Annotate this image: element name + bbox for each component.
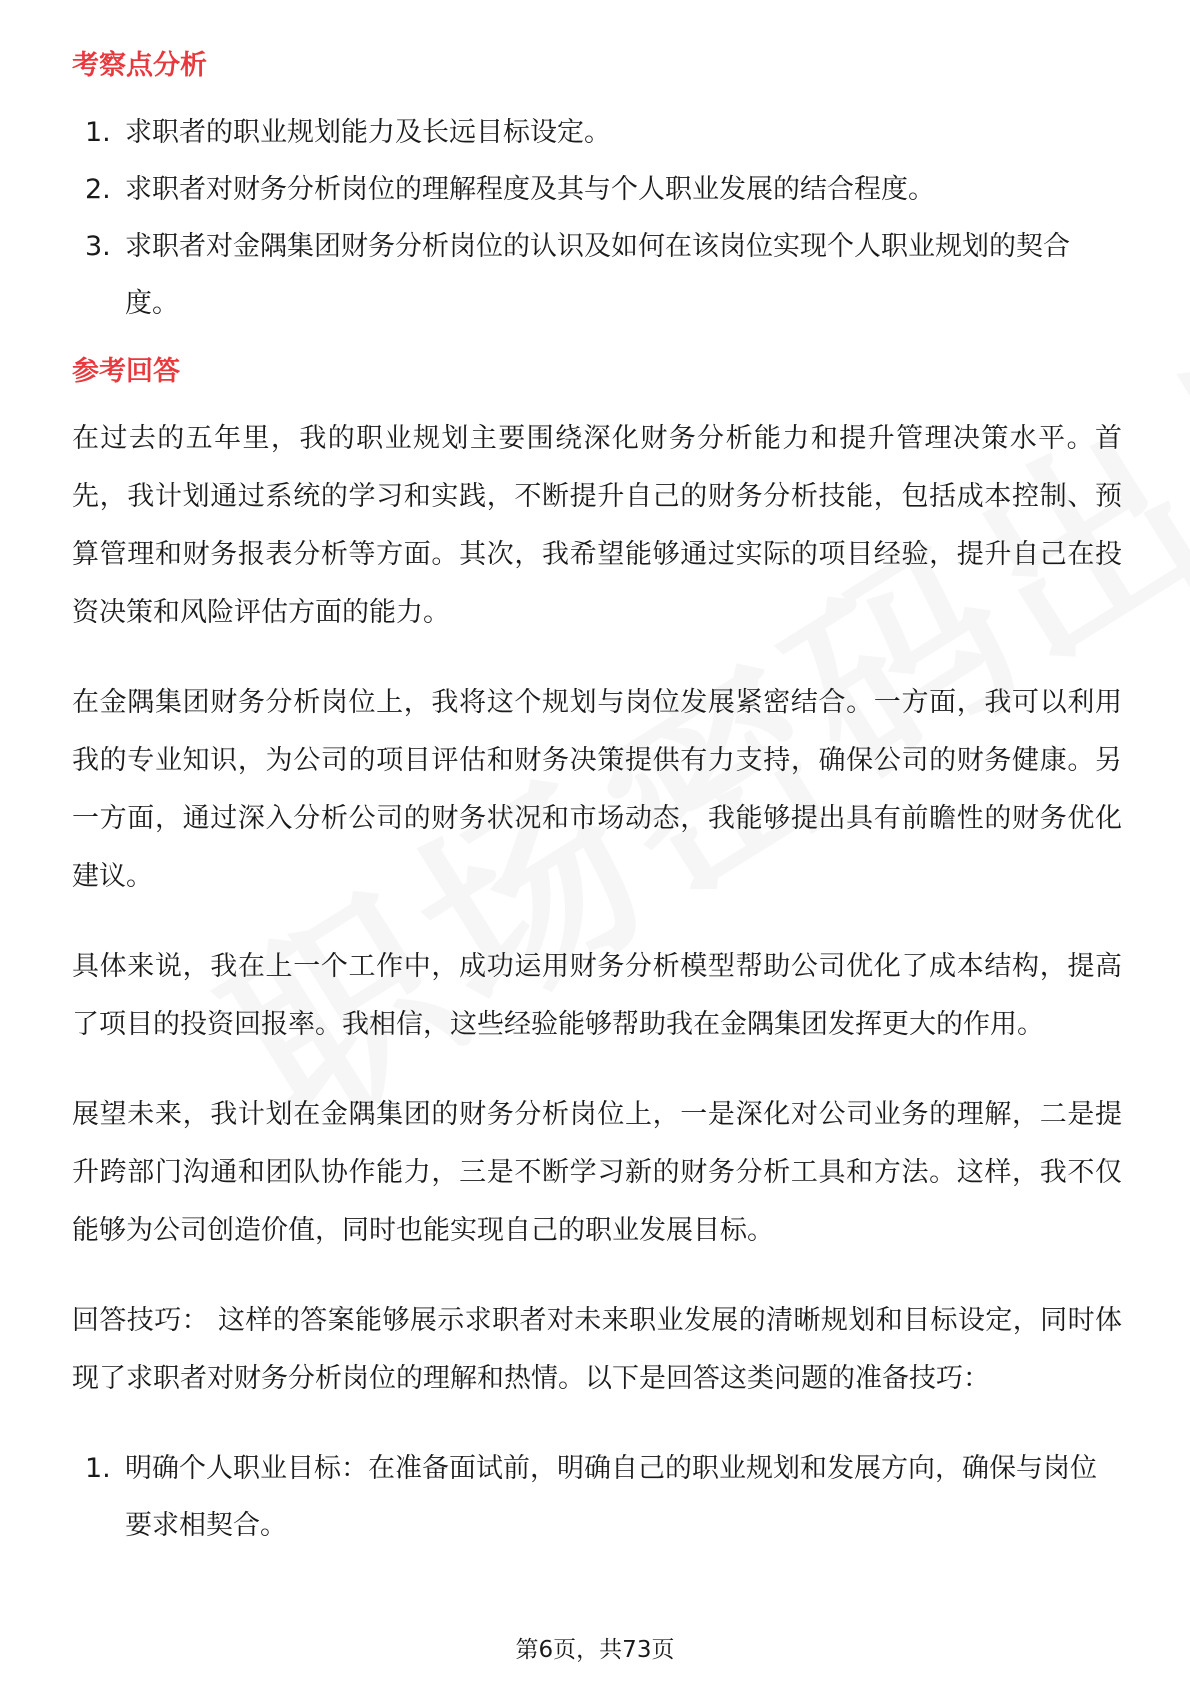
list-text: 求职者的职业规划能力及长远目标设定。 [125, 117, 611, 148]
answer-paragraph: 在金隅集团财务分析岗位上，我将这个规划与岗位发展紧密结合。一方面，我可以利用我的专业知识，为公司的项目评估和财务决策提供有力支持，确保公司的财务健康。另一方面，通过深入分析公司的财务状况和市场动态，我能够提出具有前瞻性的财务优化建议。 [72, 687, 1122, 892]
analysis-list [72, 104, 1122, 332]
list-item [72, 1440, 1122, 1554]
list-item [72, 104, 1122, 161]
section-heading-analysis: 考察点分析 [72, 50, 207, 81]
section-heading-answer: 参考回答 [72, 356, 180, 387]
answer-paragraph: 具体来说，我在上一个工作中，成功运用财务分析模型帮助公司优化了成本结构，提高了项目的投资回报率。我相信，这些经验能够帮助我在金隅集团发挥更大的作用。 [72, 951, 1122, 1040]
answer-paragraph: 展望未来，我计划在金隅集团的财务分析岗位上，一是深化对公司业务的理解，二是提升跨部门沟通和团队协作能力，三是不断学习新的财务分析工具和方法。这样，我不仅能够为公司创造价值，同时也能实现自己的职业发展目标。 [72, 1099, 1122, 1246]
list-text: 求职者对金隅集团财务分析岗位的认识及如何在该岗位实现个人职业规划的契合度。 [125, 231, 1070, 319]
answer-paragraph: 在过去的五年里，我的职业规划主要围绕深化财务分析能力和提升管理决策水平。首先，我计划通过系统的学习和实践，不断提升自己的财务分析技能，包括成本控制、预算管理和财务报表分析等方面。其次，我希望能够通过实际的项目经验，提升自己在投资决策和风险评估方面的能力。 [72, 423, 1122, 628]
list-number: 3. [85, 231, 111, 262]
list-text: 明确个人职业目标：在准备面试前，明确自己的职业规划和发展方向，确保与岗位要求相契合。 [125, 1453, 1097, 1541]
document-page [72, 46, 1122, 1574]
answer-tips-paragraph: 回答技巧： 这样的答案能够展示求职者对未来职业发展的清晰规划和目标设定，同时体现了求职者对财务分析岗位的理解和热情。以下是回答这类问题的准备技巧： [72, 1305, 1122, 1394]
tips-list [72, 1440, 1122, 1554]
list-number: 1. [85, 117, 111, 148]
list-number: 2. [85, 174, 111, 205]
page-footer: 第6页，共73页 [515, 1637, 675, 1663]
list-text: 求职者对财务分析岗位的理解程度及其与个人职业发展的结合程度。 [125, 174, 935, 205]
list-number: 1. [85, 1453, 111, 1484]
list-item [72, 161, 1122, 218]
list-item [72, 218, 1122, 332]
